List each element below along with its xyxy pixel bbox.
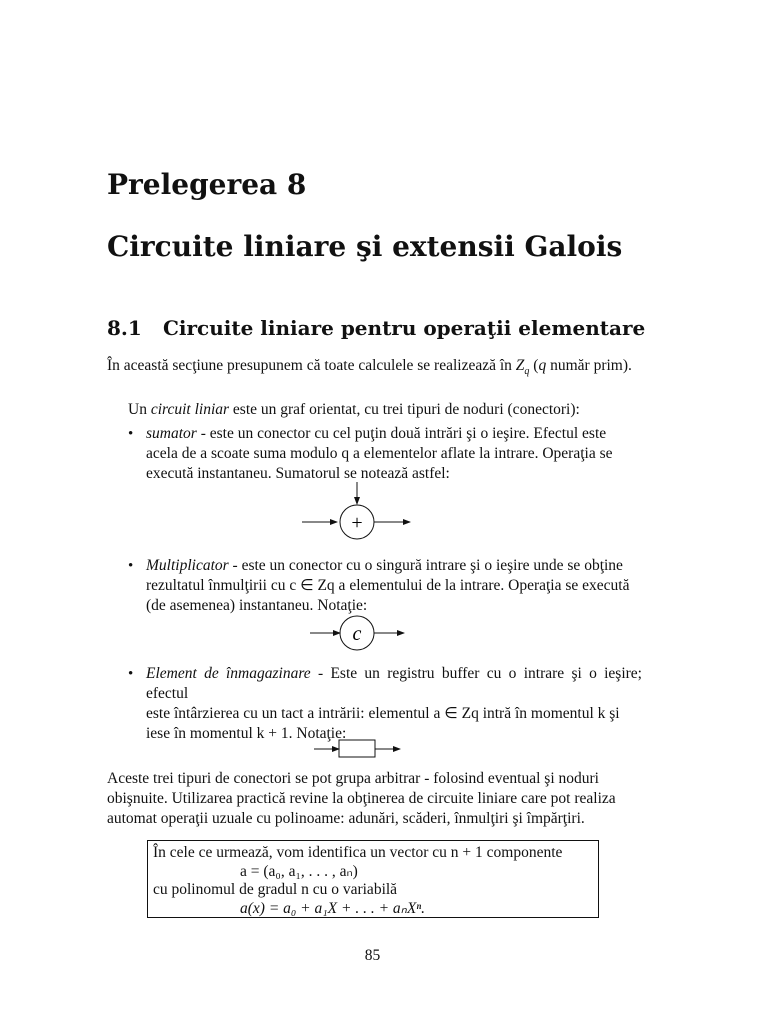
closing-line-2: obişnuite. Utilizarea practică revine la obţinerea de circuite liniare care pot realiza <box>107 790 616 807</box>
sumator-symbol: + <box>351 512 363 534</box>
sumator-text-1: - este un conector cu cel puţin două intrări şi o ieşire. Efectul este <box>196 425 607 442</box>
multiplicator-term: Multiplicator <box>146 557 229 574</box>
multiplicator-symbol: c <box>352 623 362 645</box>
box-line-4: a(x) = a₀ + a₁X + . . . + aₙXⁿ. <box>240 900 426 917</box>
box-line-1: În cele ce urmează, vom identifica un vector cu n + 1 componente <box>153 844 563 861</box>
register-box <box>339 740 375 757</box>
definition-text-start: Un <box>128 401 151 418</box>
intro-text-start: În această secţiune presupunem că toate calculele se realizează în <box>107 357 516 374</box>
chapter-label: Prelegerea 8 <box>107 168 307 201</box>
bullet-sumator: • <box>128 426 134 442</box>
section-title: Circuite liniare pentru operaţii elementare <box>163 316 646 340</box>
box-line-3: cu polinomul de gradul n cu o variabilă <box>153 881 398 898</box>
page-number: 85 <box>364 947 381 964</box>
multiplicator-diagram <box>310 616 404 650</box>
definition-text-end: este un graf orientat, cu trei tipuri de noduri (conectori): <box>229 401 580 418</box>
element-line-2: este întârzierea cu un tact a intrării: elementul a ∈ Zq intră în momentul k şi <box>146 705 620 722</box>
multiplicator-text-1: - este un conector cu o singură intrare şi o ieşire unde se obţine <box>228 557 623 574</box>
element-term: Element de înmagazinare <box>146 665 311 682</box>
bullet-element: • <box>128 666 134 682</box>
storage-element-diagram <box>314 740 400 757</box>
closing-line-1: Aceste trei tipuri de conectori se pot grupa arbitrar - folosind eventual şi noduri <box>107 770 599 787</box>
q-symbol: q <box>538 357 547 374</box>
zq-subscript: q <box>524 366 530 378</box>
element-line-3: iese în momentul k + 1. Notaţie: <box>146 725 347 742</box>
zq-symbol: Z <box>515 357 525 374</box>
intro-text-mid: ( <box>529 357 539 374</box>
section-number: 8.1 <box>107 316 142 340</box>
closing-line-3: automat operaţii uzuale cu polinoame: adunări, scăderi, înmulţiri şi împărţiri. <box>107 810 585 827</box>
sumator-line-3: execută instantaneu. Sumatorul se notează astfel: <box>146 465 450 482</box>
multiplicator-line-2: rezultatul înmulţirii cu c ∈ Zq a elementului de la intrare. Operaţia se execută <box>146 577 630 594</box>
intro-text-end: număr prim). <box>546 357 632 374</box>
sumator-line-2: acela de a scoate suma modulo q a elementelor aflate la intrare. Operaţia se <box>146 445 613 462</box>
multiplicator-line-3: (de asemenea) instantaneu. Notaţie: <box>146 597 368 614</box>
element-text-1: - Este un registru buffer cu o intrare şi o ieşire; efectul <box>146 665 642 702</box>
definition-box <box>147 840 599 918</box>
box-line-2: a = (a₀, a₁, . . . , aₙ) <box>240 863 358 880</box>
closing-paragraph <box>107 769 645 829</box>
bullet-multiplicator: • <box>128 558 134 574</box>
definition-term: circuit liniar <box>150 401 230 418</box>
chapter-title: Circuite liniare şi extensii Galois <box>107 230 623 263</box>
sumator-term: sumator <box>146 425 197 442</box>
sumator-diagram <box>302 482 410 539</box>
